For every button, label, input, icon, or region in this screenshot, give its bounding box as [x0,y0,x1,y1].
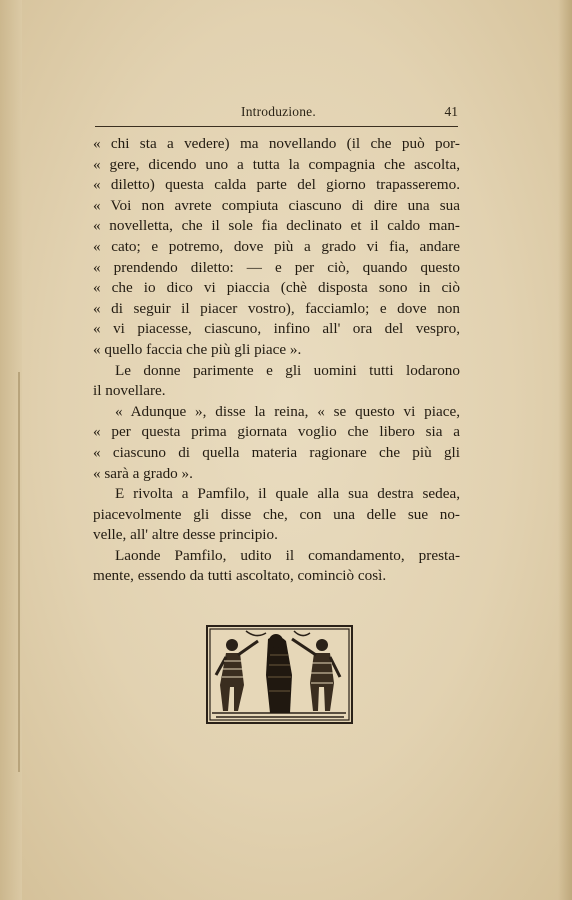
paragraph-3 [93,402,460,484]
text-line: « chi sta a vedere) ma novellando (il che può por- [93,135,460,152]
header-rule [95,126,458,127]
text-line: « Adunque », disse la reina, « se questo vi piace, [115,402,460,420]
text-line: « Voi non avrete compiuta ciascuno di dire una sua [93,196,460,214]
text-line: piacevolmente gli disse che, con una delle sue no- [93,505,460,523]
text-line: « per questa prima giornata voglio che libero sia a [93,423,460,441]
woodcut-figures-icon [206,625,353,724]
text-line: « vi piacesse, ciascuno, infino all' ora del vespro, [93,320,460,338]
paragraph-4 [93,484,460,546]
running-title: Introduzione. [241,104,316,119]
text-line: velle, all' altre desse principio. [93,526,278,544]
page-number: 41 [444,104,458,119]
text-line: « prendendo diletto: — e per ciò, quando questo [93,258,460,276]
text-line: « ciascuno di quella materia ragionare che più gli [93,443,460,461]
text-line: « novelletta, che il sole fia declinato et il caldo man- [93,217,460,235]
text-line: « cato; e potremo, dove più a grado vi fia, andare [93,237,460,255]
text-line: Le donne parimente e gli uomini tutti lodarono [115,361,460,379]
text-line: « quello faccia che più gli piace ». [93,340,302,358]
text-line: « che io dico vi piaccia (chè disposta sono in ciò [93,279,460,297]
body-text [93,134,460,587]
paragraph-1 [93,134,460,361]
text-line: « gere, dicendo uno a tutta la compagnia che ascolta, [93,155,460,173]
text-line: « sarà a grado ». [93,464,193,482]
paragraph-5 [93,546,460,587]
page-fold-line [18,372,20,772]
paragraph-2 [93,361,460,402]
page-header [95,102,458,124]
text-line: mente, essendo da tutti ascoltato, cominciò così. [93,567,387,585]
text-line: Laonde Pamfilo, udito il comandamento, presta- [115,546,460,564]
text-line: « diletto) questa calda parte del giorno trapasseremo. [93,176,460,194]
text-line: il novellare. [93,382,166,400]
text-line: E rivolta a Pamfilo, il quale alla sua destra sedea, [115,485,460,503]
text-line: « di seguir il piacer vostro), facciamlo; e dove non [93,299,460,317]
